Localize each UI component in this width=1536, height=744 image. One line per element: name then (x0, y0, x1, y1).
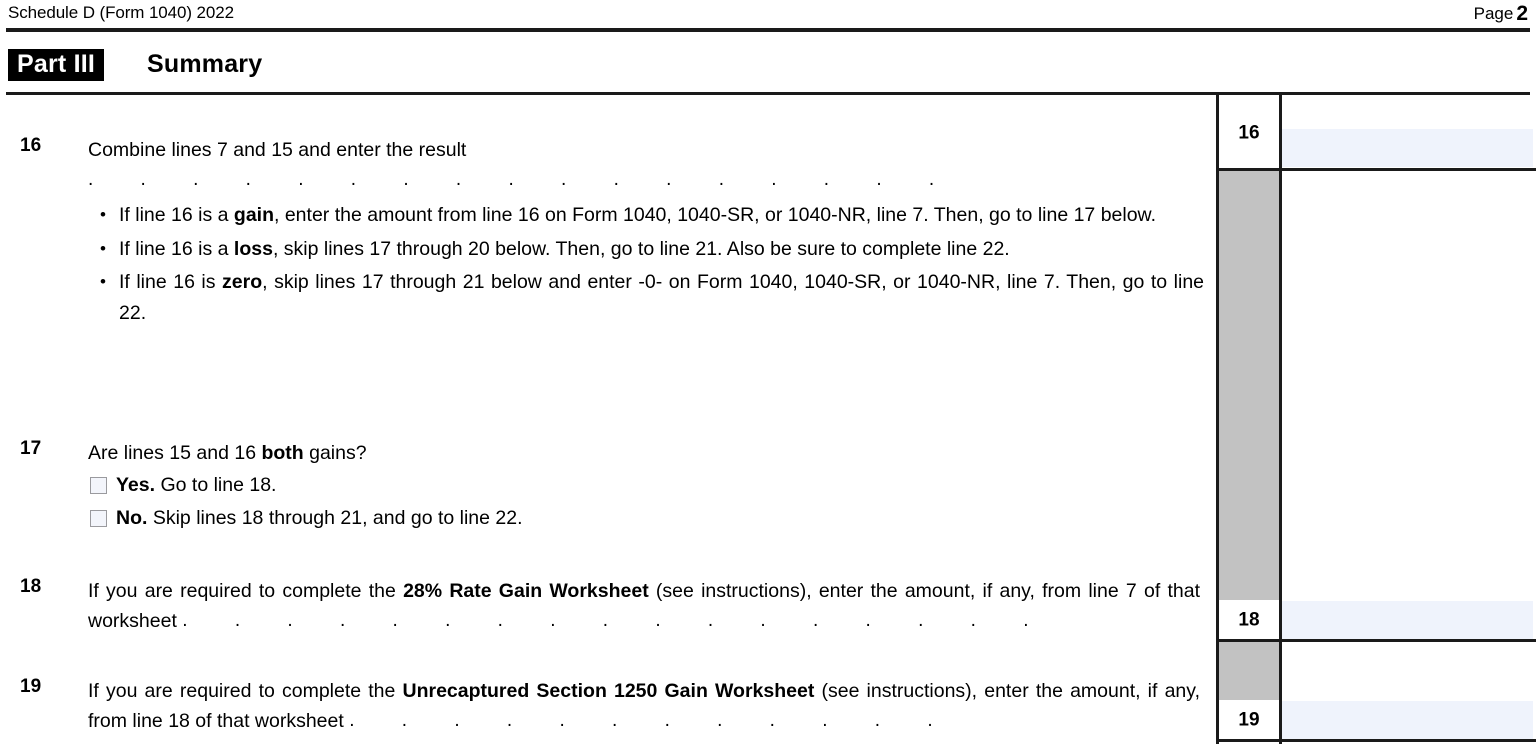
line-17-question-post: gains? (303, 442, 367, 464)
gutter-filler-16-18 (1219, 171, 1279, 600)
bullet-2-pre: If line 16 is a (119, 237, 234, 260)
line-18-leader-dots: . . . . . . . . . . . . . . . . . (182, 610, 1050, 631)
bullet-1-post: , enter the amount from line 16 on Form 1040, 1040-SR, or 1040-NR, line 7. Then, go to line 17 below. (274, 204, 1156, 226)
line-16-number: 16 (20, 135, 42, 156)
list-item (100, 200, 1204, 231)
bullet-1-emphasis: gain (233, 204, 274, 226)
list-item (100, 267, 1204, 328)
line-18-number: 18 (20, 576, 42, 597)
form-title: Schedule D (Form 1040) 2022 (8, 3, 234, 22)
part-number-box: Part III (8, 49, 104, 81)
part-title: Summary (147, 50, 263, 78)
line-19-post: (see instructions), enter the amount, if any, from line 18 of that worksheet (88, 680, 1200, 732)
line-17-question-pre: Are lines 15 and 16 (88, 442, 262, 464)
line-16-text (88, 135, 1200, 195)
bullet-2-post: , skip lines 17 through 20 below. Then, go to line 21. Also be sure to complete line 22. (272, 237, 1010, 260)
amount-input-16[interactable] (1282, 129, 1533, 167)
line-19-text (88, 676, 1200, 736)
line-17-question (88, 438, 1200, 468)
gutter-filler-18-19 (1219, 642, 1279, 700)
line-16-label: Combine lines 7 and 15 and enter the result (88, 139, 467, 161)
amount-input-19[interactable] (1282, 701, 1533, 739)
line-number-cell-16: 16 (1219, 95, 1279, 170)
amount-column-mid-rule (1279, 95, 1282, 744)
line-17-number: 17 (20, 438, 42, 459)
line-19-leader-dots: . . . . . . . . . . . . (349, 710, 954, 731)
line-18-text (88, 576, 1200, 636)
line-17-question-emphasis: both (261, 442, 304, 464)
line-18-emphasis: 28% Rate Gain Worksheet (403, 580, 649, 602)
line-number-cell-19: 19 (1219, 700, 1279, 740)
amount-column (1216, 95, 1536, 744)
bullet-2-emphasis: loss (233, 237, 273, 260)
page-header (0, 0, 1536, 29)
line-17-no-text: Skip lines 18 through 21, and go to line 22. (152, 507, 523, 529)
line-19-number: 19 (20, 676, 42, 697)
line-19-emphasis: Unrecaptured Section 1250 Gain Worksheet (402, 680, 815, 702)
bullet-3-emphasis: zero (222, 271, 263, 293)
line-19-pre: If you are required to complete the (88, 680, 403, 702)
bullet-3-pre: If line 16 is (119, 271, 223, 293)
row-separator-19 (1216, 739, 1536, 742)
checkbox-yes[interactable] (90, 477, 107, 494)
line-17-yes-label: Yes. (116, 474, 156, 496)
header-divider-rule (6, 28, 1530, 32)
part-heading-band (0, 36, 1536, 93)
line-17-yes-row[interactable] (90, 472, 276, 498)
page-label: Page (1473, 4, 1514, 23)
bullet-3-post: , skip lines 17 through 21 below and enter -0- on Form 1040, 1040-SR, or 1040-NR, line 7. Then, go to line 22. (119, 271, 1205, 324)
line-17-no-label: No. (116, 507, 148, 529)
line-16-leader-dots: . . . . . . . . . . . . . . . . . (88, 169, 956, 190)
checkbox-no[interactable] (90, 510, 107, 527)
line-16-bullet-list (100, 200, 1204, 331)
line-number-cell-18: 18 (1219, 600, 1279, 640)
line-17-no-row[interactable] (90, 505, 523, 531)
form-body (0, 95, 1536, 744)
amount-input-18[interactable] (1282, 601, 1533, 639)
line-18-post: (see instructions), enter the amount, if any, from line 7 of that worksheet (88, 580, 1200, 632)
page-indicator (1474, 2, 1528, 26)
line-18-pre: If you are required to complete the (88, 580, 404, 602)
line-17-yes-text: Go to line 18. (160, 474, 277, 496)
list-item (100, 234, 1204, 265)
bullet-1-pre: If line 16 is a (119, 204, 234, 226)
form-lines-column (0, 95, 1216, 744)
page-number: 2 (1516, 2, 1528, 25)
